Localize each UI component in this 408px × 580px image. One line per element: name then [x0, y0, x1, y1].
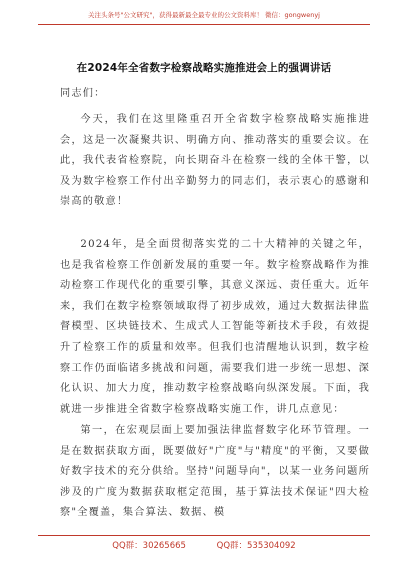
- document-title: 在2024年全省数字检察战略实施推进会上的强调讲话: [76, 62, 332, 74]
- salutation: 同志们：: [60, 88, 106, 99]
- paragraph-context: 2024年，是全面贯彻落实党的二十大精神的关键之年，也是我省检察工作创新发展的重要一年。数字检察战略作为推动检察工作现代化的重要引擎，其意义深远、责任重大。近年来，我们在数字检察领域取得了初步成效，通过大数据法律监督模型、区块链技术、生成式人工智能等新技术手段，有效提升了检察工作的质量和效率。但我们也清醒地认识到，数字检察工作仍面临诸多挑战和问题，需要我们进一步统一思想、深化认识、加大力度，推动数字检察战略向纵深发展。下面，我就进一步推进全省数字检察战略实施工作，讲几点意见：: [60, 239, 370, 415]
- paragraph-point-one: 第一，在宏观层面上要加强法律监督数字化环节管理。一是在数据获取方面，既要做好"广度"与"精度"的平衡，又要做好数字技术的充分供给。坚持"问题导向"，以某一业务问题所涉及的广度为数据获取框定范围，基于算法技术保证"四大检察"全覆盖，集合算法、数据、模: [60, 425, 370, 519]
- header-banner: 关注头条号"公文研究"，获得最新最全最专业的公文资料库！ 微信：gongwenyj: [88, 11, 320, 19]
- paragraph-opening: 今天，我们在这里隆重召开全省数字检察战略实施推进会，这是一次凝聚共识、明确方向、推动落实的重要会议。在此，我代表省检察院，向长期奋斗在检察一线的全体干警，以及为数字检察工作付出辛勤努力的同志们，表示衷心的感谢和崇高的敬意！: [60, 114, 370, 208]
- footer-contact: [0, 539, 408, 551]
- footer-divider: [38, 535, 370, 536]
- footer-qq-group-2: QQ群：535304092: [216, 541, 296, 551]
- footer-qq-group-1: QQ群：30265665: [112, 541, 186, 551]
- header-divider: [38, 24, 370, 25]
